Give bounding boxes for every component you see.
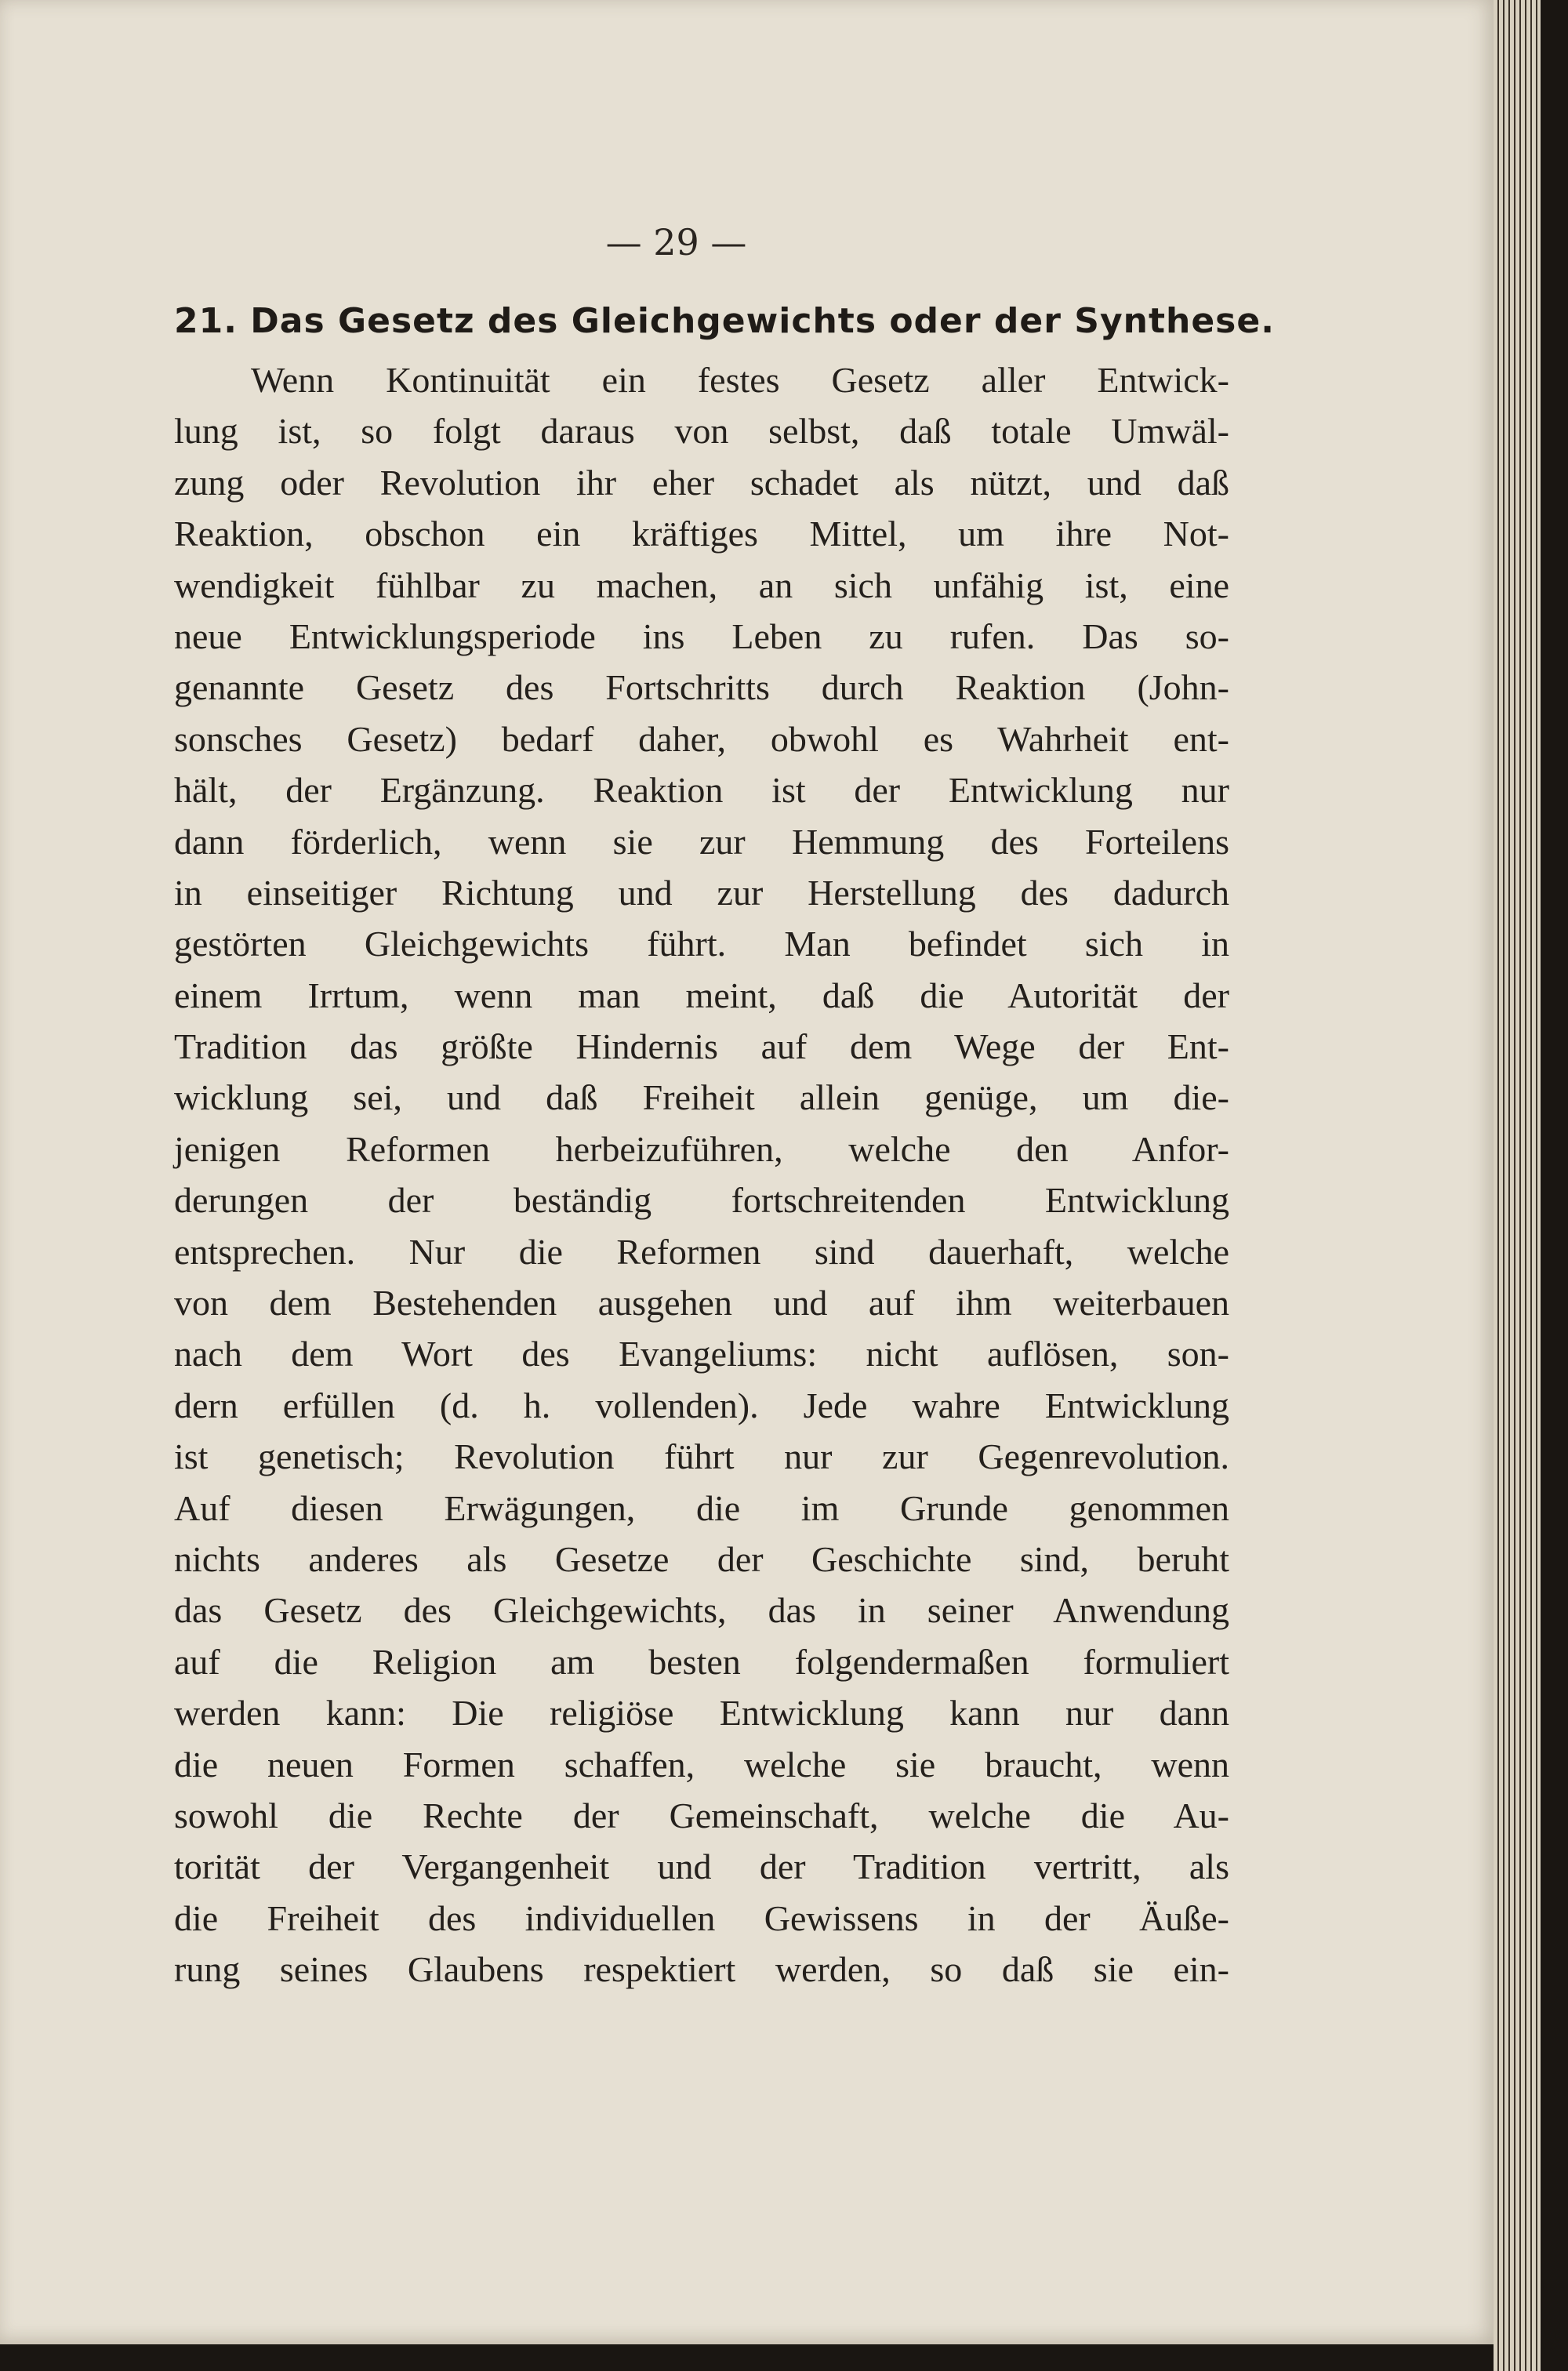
- text-line: von dem Bestehenden ausgehen und auf ihm weiterbauen: [174, 1283, 1229, 1323]
- text-line: die neuen Formen schaffen, welche sie braucht, wenn: [174, 1744, 1229, 1785]
- body-paragraph: [174, 354, 1229, 1995]
- text-line: ist genetisch; Revolution führt nur zur Gegenrevolution.: [174, 1436, 1229, 1477]
- text-line: genannte Gesetz des Fortschritts durch Reaktion (John-: [174, 667, 1229, 708]
- text-line: die Freiheit des individuellen Gewissens in der Äuße-: [174, 1897, 1229, 1938]
- text-line: sonsches Gesetz) bedarf daher, obwohl es Wahrheit ent-: [174, 718, 1229, 759]
- text-line: jenigen Reformen herbeizuführen, welche den Anfor-: [174, 1128, 1229, 1169]
- text-line: nichts anderes als Gesetze der Geschichte sind, beruht: [174, 1538, 1229, 1579]
- text-line: sowohl die Rechte der Gemeinschaft, welche die Au-: [174, 1795, 1229, 1835]
- text-line: dann förderlich, wenn sie zur Hemmung des Forteilens: [174, 821, 1229, 862]
- text-line: rung seines Glaubens respektiert werden, so daß sie ein-: [174, 1949, 1229, 1990]
- text-line: lung ist, so folgt daraus von selbst, daß totale Umwäl-: [174, 411, 1229, 452]
- text-line: wendigkeit fühlbar zu machen, an sich unfähig ist, eine: [174, 565, 1229, 605]
- text-line: Auf diesen Erwägungen, die im Grunde genommen: [174, 1487, 1229, 1528]
- text-line: Wenn Kontinuität ein festes Gesetz aller Entwick-: [251, 360, 1229, 400]
- text-line: in einseitiger Richtung und zur Herstellung des dadurch: [174, 872, 1229, 913]
- text-line: wicklung sei, und daß Freiheit allein genüge, um die-: [174, 1077, 1229, 1118]
- text-line: einem Irrtum, wenn man meint, daß die Autorität der: [174, 975, 1229, 1015]
- text-line: Reaktion, obschon ein kräftiges Mittel, um ihre Not-: [174, 514, 1229, 554]
- text-line: hält, der Ergänzung. Reaktion ist der Entwicklung nur: [174, 770, 1229, 811]
- text-line: auf die Religion am besten folgendermaßen formuliert: [174, 1641, 1229, 1682]
- text-line: torität der Vergangenheit und der Tradition vertritt, als: [174, 1846, 1229, 1887]
- text-line: nach dem Wort des Evangeliums: nicht auflösen, son-: [174, 1334, 1229, 1374]
- section-heading: 21. Das Gesetz des Gleichgewichts oder der Synthese.: [174, 301, 1275, 341]
- text-line: das Gesetz des Gleichgewichts, das in seiner Anwendung: [174, 1590, 1229, 1631]
- text-line: entsprechen. Nur die Reformen sind dauerhaft, welche: [174, 1231, 1229, 1272]
- page-number: — 29 —: [605, 221, 747, 263]
- text-line: Tradition das größte Hindernis auf dem Wege der Ent-: [174, 1026, 1229, 1067]
- text-line: gestörten Gleichgewichts führt. Man befindet sich in: [174, 924, 1229, 964]
- text-line: zung oder Revolution ihr eher schadet als nützt, und daß: [174, 462, 1229, 503]
- text-line: neue Entwicklungsperiode ins Leben zu rufen. Das so-: [174, 615, 1229, 656]
- text-line: werden kann: Die religiöse Entwicklung kann nur dann: [174, 1693, 1229, 1734]
- stacked-page-edges: [1494, 0, 1541, 2371]
- text-line: dern erfüllen (d. h. vollenden). Jede wahre Entwicklung: [174, 1385, 1229, 1425]
- text-line: derungen der beständig fortschreitenden Entwicklung: [174, 1180, 1229, 1221]
